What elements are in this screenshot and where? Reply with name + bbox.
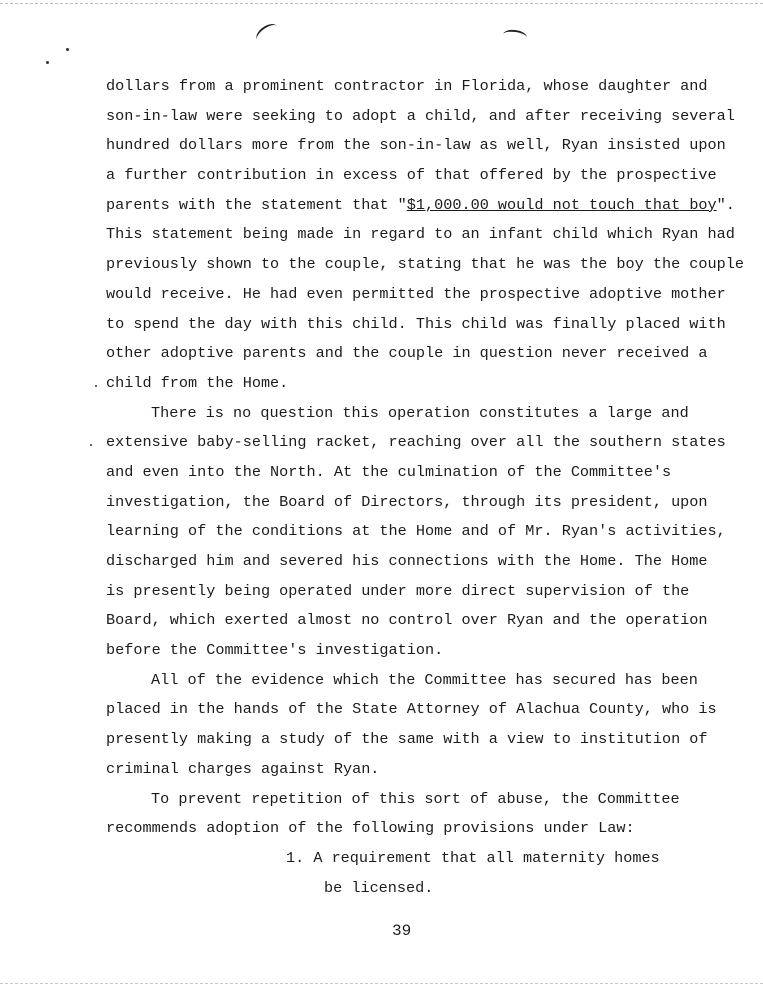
list-item: 1. A requirement that all maternity homes <box>286 848 660 867</box>
paragraph-start: To prevent repetition of this sort of abuse, the Committee <box>151 789 680 808</box>
hole-punch-mark <box>502 28 527 43</box>
text-line: presently making a study of the same with a view to institution of <box>106 730 708 749</box>
text-line: and even into the North. At the culmination of the Committee's <box>106 462 672 481</box>
text-line: investigation, the Board of Directors, through its president, upon <box>106 492 708 511</box>
text-line: is presently being operated under more direct supervision of the <box>106 581 690 600</box>
top-border <box>0 3 763 4</box>
text-line-with-quote <box>106 191 746 221</box>
text-line: criminal charges against Ryan. <box>106 759 380 778</box>
underlined-quote: $1,000.00 would not touch that boy <box>406 195 717 214</box>
bottom-border <box>0 983 763 984</box>
text-line: placed in the hands of the State Attorney of Alachua County, who is <box>106 700 717 719</box>
body-text <box>106 72 746 903</box>
speck <box>66 48 69 51</box>
text-line: son-in-law were seeking to adopt a child, and after receiving several <box>106 106 735 125</box>
text-line: other adoptive parents and the couple in question never received a <box>106 344 708 363</box>
text-line: Board, which exerted almost no control over Ryan and the operation <box>106 611 708 630</box>
text-segment: parents with the statement that <box>106 195 398 214</box>
text-line: child from the Home. <box>106 373 289 392</box>
text-line: discharged him and severed his connections with the Home. The Home <box>106 552 708 570</box>
text-line: would receive. He had even permitted the prospective adoptive mother <box>106 284 726 303</box>
quote-open: " <box>397 195 407 214</box>
hole-punch-mark <box>253 20 281 45</box>
text-line: This statement being made in regard to an infant child which Ryan had <box>106 225 735 244</box>
text-line: before the Committee's investigation. <box>106 641 444 660</box>
paragraph-start: There is no question this operation constitutes a large and <box>151 403 689 422</box>
speck <box>95 385 97 387</box>
page-number: 39 <box>392 922 412 940</box>
speck <box>46 61 49 64</box>
text-line: recommends adoption of the following provisions under Law: <box>106 819 635 838</box>
text-line: previously shown to the couple, stating that he was the boy the couple <box>106 255 744 274</box>
quote-close: ". <box>716 195 735 214</box>
text-line: to spend the day with this child. This child was finally placed with <box>106 314 726 333</box>
list-item-continuation: be licensed. <box>324 878 434 897</box>
text-line: hundred dollars more from the son-in-law as well, Ryan insisted upon <box>106 136 726 155</box>
text-line: a further contribution in excess of that offered by the prospective <box>106 166 717 185</box>
text-line: extensive baby-selling racket, reaching over all the southern states <box>106 433 726 452</box>
paragraph-start: All of the evidence which the Committee has secured has been <box>151 670 698 689</box>
speck <box>90 444 92 446</box>
text-line: dollars from a prominent contractor in Florida, whose daughter and <box>106 77 708 95</box>
text-line: learning of the conditions at the Home and of Mr. Ryan's activities, <box>106 522 726 541</box>
